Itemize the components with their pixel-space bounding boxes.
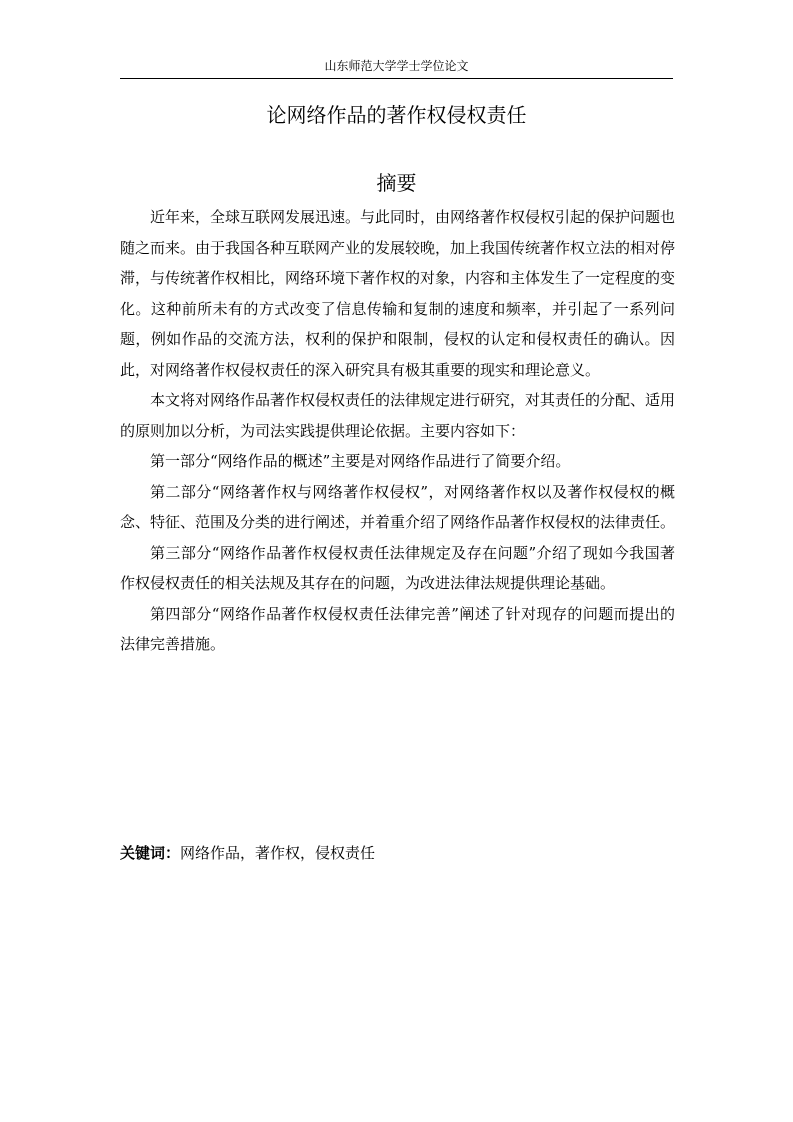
abstract-paragraph-3: 第一部分“网络作品的概述”主要是对网络作品进行了简要介绍。 [150,452,571,470]
keywords-label: 关键词： [120,844,181,862]
abstract-paragraph-2: 本文将对网络作品著作权侵权责任的法律规定进行研究，对其责任的分配、适用的原则加以分析，为司法实践提供理论依据。主要内容如下： [120,391,676,440]
running-header: 山东师范大学学士学位论文 [324,59,469,73]
abstract-heading: 摘要 [376,171,417,195]
document-title: 论网络作品的著作权侵权责任 [266,103,527,127]
abstract-paragraph-6: 第四部分“网络作品著作权侵权责任法律完善”阐述了针对现存的问题而提出的法律完善措施。 [120,604,675,653]
keywords-value: 网络作品，著作权，侵权责任 [180,844,376,862]
abstract-paragraph-5: 第三部分“网络作品著作权侵权责任法律规定及存在问题”介绍了现如今我国著作权侵权责任的相关法规及其存在的问题，为改进法律法规提供理论基础。 [120,543,675,592]
abstract-paragraph-1: 近年来，全球互联网发展迅速。与此同时，由网络著作权侵权引起的保护问题也随之而来。由于我国各种互联网产业的发展较晚，加上我国传统著作权立法的相对停滞，与传统著作权相比，网络环境下著作权的对象，内容和主体发生了一定程度的变化。这种前所未有的方式改变了信息传输和复制的速度和频率，并引起了一系列问题，例如作品的交流方法，权利的保护和限制，侵权的认定和侵权责任的确认。因此，对网络著作权侵权责任的深入研究具有极其重要的现实和理论意义。 [120,208,676,379]
abstract-body [120,202,675,660]
abstract-paragraph-4: 第二部分“网络著作权与网络著作权侵权”，对网络著作权以及著作权侵权的概念、特征、范围及分类的进行阐述，并着重介绍了网络作品著作权侵权的法律责任。 [120,482,676,531]
header-divider [120,78,673,79]
keywords-line [120,838,675,868]
